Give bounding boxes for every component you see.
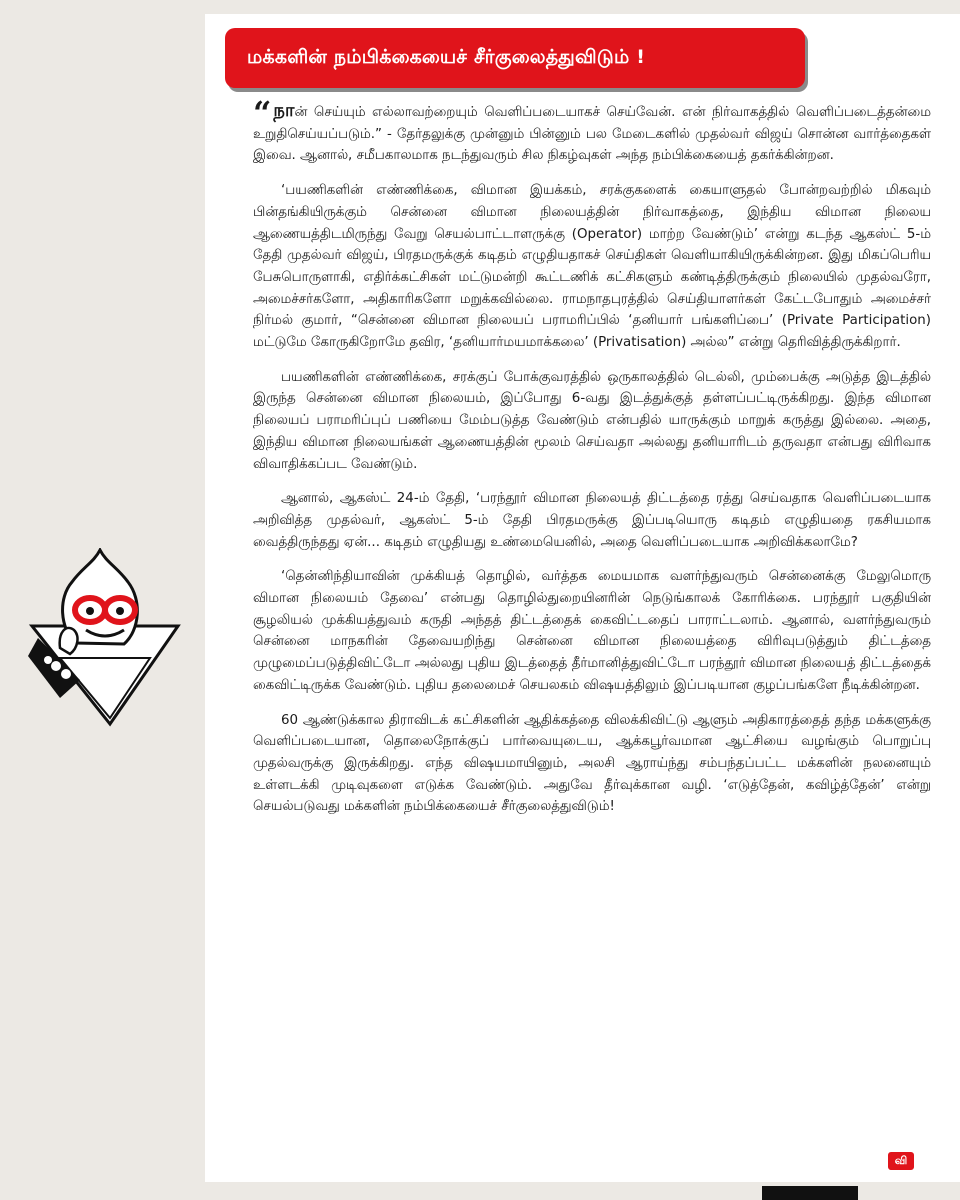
paragraph-2: ‘பயணிகளின் எண்ணிக்கை, விமான இயக்கம், சரக்குகளைக் கையாளுதல் போன்றவற்றில் மிகவும் பின்தங்கியிருக்கும் சென்னை விமான நிலையத்தின் நிர்வாகத்தை, இந்திய விமான நிலைய ஆணையத்திடமிருந்து வேறு செயல்பாட்டாளருக்கு (Operator) மாற்ற வேண்டும்’ என்று கடந்த ஆகஸ்ட் 5-ம் தேதி முதல்வர் விஜய், பிரதமருக்குக் கடிதம் எழுதியதாகச் செய்திகள் வெளியாகியிருக்கின்றன. இது மிகப்பெரிய பேசுபொருளாகி, எதிர்க்கட்சிகள் மட்டுமன்றி கூட்டணிக் கட்சிகளும் கண்டித்திருக்கும் நிலையில் முதல்வரோ, அமைச்சர்களோ, அதிகாரிகளோ மறுக்கவில்லை. ராமநாதபுரத்தில் செய்தியாளர்கள் கேட்டபோதும் அமைச்சர் நிர்மல் குமார், “சென்னை விமான நிலையப் பராமரிப்பில் ‘தனியார் பங்களிப்பை’ (Private Participation) மட்டுமே கோருகிறோமே தவிர, ‘தனியார்மயமாக்கலை’ (Privatisation) அல்ல” என்று தெரிவித்திருக்கிறார். xyxy=(253,183,931,351)
lead-word: நா xyxy=(273,100,295,121)
publication-logo-icon: வி xyxy=(888,1152,914,1170)
corner-strip xyxy=(762,1186,858,1200)
headline-text: மக்களின் நம்பிக்கையைச் சீர்குலைத்துவிடும் ! xyxy=(247,45,646,68)
paragraph-1-text: ன் செய்யும் எல்லாவற்றையும் வெளிப்படையாகச் செய்வேன். என் நிர்வாகத்தில் வெளிப்படைத்தன்மை உறுதிசெய்யப்படும்.” - தேர்தலுக்கு முன்னும் பின்னும் பல மேடைகளில் முதல்வர் விஜய் சொன்ன வார்த்தைகள் இவை. ஆனால், சமீபகாலமாக நடந்துவரும் சில நிகழ்வுகள் அந்த நம்பிக்கையைத் தகர்க்கின்றன. xyxy=(253,105,931,164)
headline-banner xyxy=(225,28,805,88)
paragraph-3: பயணிகளின் எண்ணிக்கை, சரக்குப் போக்குவரத்தில் ஒருகாலத்தில் டெல்லி, மும்பைக்கு அடுத்த இடத்தில் இருந்த சென்னை விமான நிலையம், இப்போது 6-வது இடத்துக்குத் தள்ளப்பட்டிருக்கிறது. இந்த விமான நிலையப் பராமரிப்புப் பணியை மேம்படுத்த வேண்டும் என்பதில் யாருக்கும் மாறுக் கருத்து இல்லை. அதை, இந்திய விமான நிலையங்கள் ஆணையத்தின் மூலம் செய்வதா அல்லது தனியாரிடம் தருவதா என்பது விரிவாக விவாதிக்கப்பட வேண்டும். xyxy=(253,369,931,472)
paragraph-1 xyxy=(253,94,931,167)
mascot-icon xyxy=(20,548,190,728)
open-quote-mark: “ xyxy=(253,94,272,132)
paragraph-4: ஆனால், ஆகஸ்ட் 24-ம் தேதி, ‘பரந்தூர் விமான நிலையத் திட்டத்தை ரத்து செய்வதாக வெளிப்படையாக அறிவித்த முதல்வர், ஆகஸ்ட் 5-ம் தேதி பிரதமருக்கு இப்படியொரு கடிதம் எழுதியதை ரகசியமாக வைத்திருந்தது ஏன்... கடிதம் எழுதியது உண்மையெனில், அதை வெளிப்படையாக அறிவிக்கலாமே? xyxy=(253,491,931,550)
paragraph-5: ‘தென்னிந்தியாவின் முக்கியத் தொழில், வர்த்தக மையமாக வளர்ந்துவரும் சென்னைக்கு மேலுமொரு விமான நிலையம் தேவை’ என்பது தொழில்துறையினரின் நெடுங்காலக் கோரிக்கை. பரந்தூர் பகுதியின் சூழலியல் முக்கியத்துவம் கருதி அந்தத் திட்டத்தைக் கைவிட்டதைப் பாராட்டலாம். ஆனால், வளர்ந்துவரும் சென்னை மாநகரின் தேவையறிந்து சென்னை விமான நிலையத்தை விரிவுபடுத்தும் திட்டத்தை முழுமைப்படுத்திவிட்டோ அல்லது புதிய இடத்தைத் தீர்மானித்துவிட்டோ பரந்தூர் விமான நிலையத் திட்டத்தைக் கைவிட்டிருக்க வேண்டும். புதிய தலைமைச் செயலகம் விஷயத்திலும் இப்படியான குழப்பங்களே நீடிக்கின்றன. xyxy=(253,569,931,693)
article-body xyxy=(253,94,931,831)
paragraph-6: 60 ஆண்டுக்கால திராவிடக் கட்சிகளின் ஆதிக்கத்தை விலக்கிவிட்டு ஆளும் அதிகாரத்தைத் தந்த மக்களுக்கு வெளிப்படையான, தொலைநோக்குப் பார்வையுடைய, ஆக்கபூர்வமான ஆட்சியை வழங்கும் பொறுப்பு முதல்வருக்கு இருக்கிறது. எந்த விஷயமாயினும், அலசி ஆராய்ந்து சம்பந்தப்பட்ட மக்களின் நலனையும் உள்ளடக்கி முடிவுகளை எடுக்க வேண்டும். அதுவே தீர்வுக்கான வழி. ‘எடுத்தேன், கவிழ்த்தேன்’ என்று செயல்படுவது மக்களின் நம்பிக்கையைச் சீர்குலைத்துவிடும்! xyxy=(253,712,931,815)
article-page xyxy=(205,14,960,1182)
